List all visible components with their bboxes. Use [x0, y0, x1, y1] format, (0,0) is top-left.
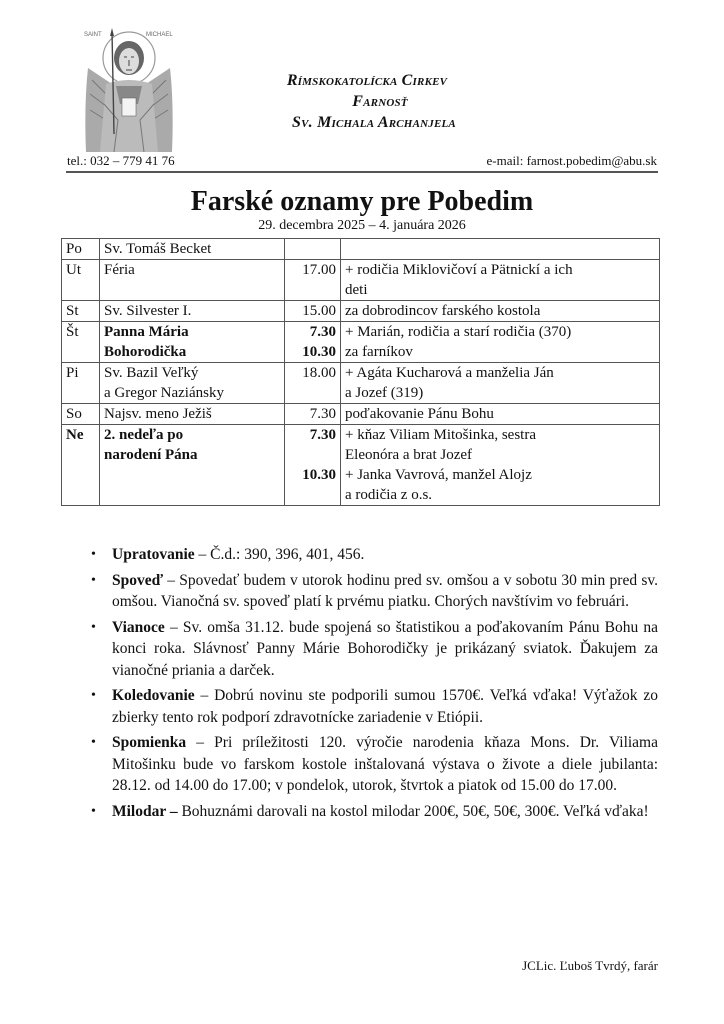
announcement-heading: Spoveď: [112, 571, 163, 589]
time-cell: [285, 239, 341, 260]
signature: JCLic. Ľuboš Tvrdý, farár: [522, 958, 658, 973]
announcement-item: [88, 732, 658, 797]
bullet-icon: •: [91, 572, 96, 588]
intention-cell: [341, 404, 660, 425]
feast-cell: [100, 404, 285, 425]
feast-line: Sv. Tomáš Becket: [104, 241, 212, 257]
saint-michael-icon: [78, 24, 180, 152]
schedule-row: [62, 260, 660, 301]
bullet-icon: •: [91, 547, 96, 562]
feast-line: 2. nedeľa po: [104, 427, 184, 443]
schedule-row: [62, 425, 660, 506]
time-cell: [285, 363, 341, 404]
feast-line: narodení Pána: [104, 447, 198, 463]
feast-line: Sv. Silvester I.: [104, 303, 192, 319]
day-cell: St: [62, 301, 100, 322]
parish-name-block: [230, 70, 530, 133]
time-cell: [285, 301, 341, 322]
mass-time: [289, 445, 336, 465]
mass-schedule-table: [61, 238, 660, 506]
bullet-icon: •: [91, 803, 96, 819]
announcement-heading: Spomienka: [112, 734, 187, 751]
schedule-row: [62, 239, 660, 260]
bullet-icon: •: [91, 735, 96, 750]
feast-line: Bohorodička: [104, 344, 187, 360]
intention-line: deti: [345, 282, 368, 298]
intention-line: Eleonóra a brat Jozef: [345, 447, 473, 463]
feast-line: Panna Mária: [104, 324, 189, 340]
intention-line: + kňaz Viliam Mitošinka, sestra: [345, 427, 537, 443]
org-line-1: Rímskokatolícka Cirkev: [286, 72, 448, 89]
feast-line: Najsv. meno Ježiš: [104, 406, 212, 422]
feast-cell: [100, 363, 285, 404]
email-address[interactable]: e-mail: farnost.pobedim@abu.sk: [486, 153, 657, 168]
date-range: 29. decembra 2025 – 4. januára 2026: [258, 218, 466, 233]
time-cell: [285, 404, 341, 425]
intention-cell: [341, 239, 660, 260]
feast-line: Sv. Bazil Veľký: [104, 365, 199, 381]
feast-cell: [100, 301, 285, 322]
intention-line: + rodičia Miklovičoví a Pätnickí a ich: [345, 262, 573, 278]
announcement-item: [88, 685, 658, 728]
org-line-3: Sv. Michala Archanjela: [292, 114, 456, 131]
announcement-text: – Sv. omša 31.12. bude spojená so štatistikou a poďakovaním Pánu Bohu na konci roka. Slávnosť Panny Márie Bohorodičky je prikázaný sviatok. Ďakujem za vianočné priania a darček.: [112, 618, 658, 679]
day-cell: Ut: [62, 260, 100, 301]
mass-time: 10.30: [302, 344, 336, 360]
schedule-row: [62, 301, 660, 322]
schedule-row: [62, 322, 660, 363]
schedule-row: [62, 404, 660, 425]
mass-time: 7.30: [309, 427, 336, 443]
intention-line: + Janka Vavrová, manžel Alojz: [345, 467, 532, 483]
mass-time: 17.00: [302, 262, 336, 278]
announcement-heading: Vianoce: [112, 618, 165, 636]
intention-line: a rodičia z o.s.: [345, 487, 433, 503]
feast-line: Féria: [104, 262, 135, 278]
logo-caption-right: MICHAEL: [146, 32, 173, 38]
page-title: Farské oznamy pre Pobedim: [190, 186, 534, 217]
mass-time: 7.30: [309, 324, 336, 340]
intention-line: + Agáta Kucharová a manželia Ján: [345, 365, 554, 381]
org-line-2: Farnosť: [352, 93, 408, 110]
intention-line: + Marián, rodičia a starí rodičia (370): [345, 324, 572, 340]
intention-line: za farníkov: [345, 344, 413, 360]
announcement-heading: Milodar –: [112, 802, 178, 820]
day-cell: Po: [62, 239, 100, 260]
mass-time: 18.00: [302, 365, 336, 381]
announcement-item: [88, 544, 658, 566]
feast-cell: [100, 239, 285, 260]
day-cell: Št: [62, 322, 100, 363]
announcement-text: – Pri príležitosti 120. výročie narodenia kňaza Mons. Dr. Viliama Mitošinku bude vo farskom kostole inštalovaná výstava o živote a diele jubilanta: 28.12. od 14.00 do 17.00; v pondelok, utorok, štvrtok a piatok od 15.00 do 17.00.: [112, 734, 658, 794]
mass-time: 15.00: [302, 303, 336, 319]
announcement-text: – Dobrú novinu ste podporili sumou 1570€. Veľká vďaka! Výťažok zo zbierky tento rok podporí zdravotnícke zariadenie v Etiópii.: [112, 687, 658, 726]
header-divider: [66, 171, 658, 173]
bullet-icon: •: [91, 619, 96, 635]
day-cell: Ne: [62, 425, 100, 506]
announcement-heading: Koledovanie: [112, 687, 195, 704]
announcement-heading: Upratovanie: [112, 546, 195, 563]
announcement-item: [88, 570, 658, 613]
feast-line: a Gregor Naziánsky: [104, 385, 224, 401]
announcement-item: [88, 617, 658, 682]
announcement-text: – Spovedať budem v utorok hodinu pred sv. omšou a v sobotu 30 min pred sv. omšou. Vianočná sv. spoveď platí k prvému piatku. Chorých navštívim vo februári.: [112, 571, 658, 610]
feast-cell: [100, 260, 285, 301]
announcement-text: – Č.d.: 390, 396, 401, 456.: [194, 546, 365, 563]
feast-cell: [100, 322, 285, 363]
intention-cell: [341, 425, 660, 506]
announcement-item: [88, 801, 658, 823]
intention-cell: [341, 363, 660, 404]
day-cell: Pi: [62, 363, 100, 404]
phone-number: tel.: 032 – 779 41 76: [67, 153, 175, 168]
mass-time: 10.30: [302, 467, 336, 483]
intention-cell: [341, 301, 660, 322]
announcements-list: [88, 544, 658, 826]
time-cell: [285, 322, 341, 363]
schedule-row: [62, 363, 660, 404]
logo-caption-left: SAINT: [84, 32, 102, 38]
time-cell: [285, 425, 341, 506]
intention-line: za dobrodincov farského kostola: [345, 303, 541, 319]
contact-line: [67, 153, 657, 171]
bullet-icon: •: [91, 688, 96, 703]
intention-line: a Jozef (319): [345, 385, 424, 401]
time-cell: [285, 260, 341, 301]
announcement-text: Bohuznámi darovali na kostol milodar 200€, 50€, 50€, 300€. Veľká vďaka!: [177, 802, 649, 820]
feast-cell: [100, 425, 285, 506]
mass-time: 7.30: [309, 406, 336, 422]
day-cell: So: [62, 404, 100, 425]
intention-cell: [341, 322, 660, 363]
intention-cell: [341, 260, 660, 301]
intention-line: poďakovanie Pánu Bohu: [345, 406, 494, 422]
